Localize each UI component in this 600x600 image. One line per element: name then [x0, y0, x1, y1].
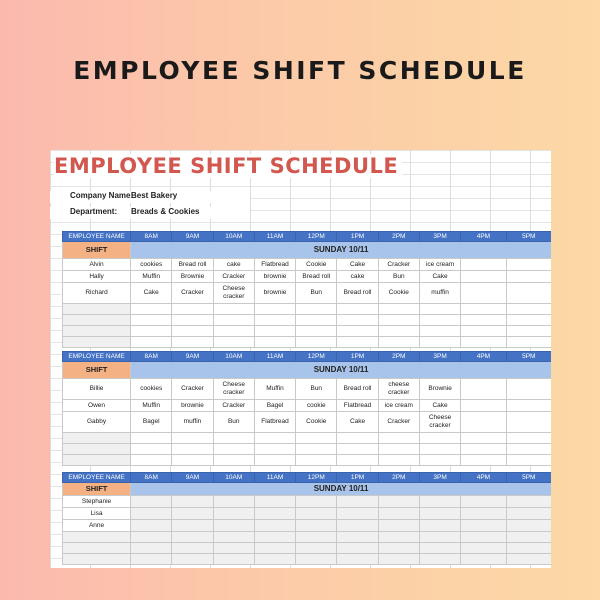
shift-cell[interactable] — [461, 271, 506, 283]
header-time: 3PM — [419, 352, 460, 362]
header-time: 3PM — [419, 473, 460, 483]
shift-row — [63, 242, 552, 259]
header-employee-name: EMPLOYEE NAME — [63, 232, 131, 242]
header-employee-name: EMPLOYEE NAME — [63, 473, 131, 483]
table-row[interactable] — [63, 508, 552, 520]
department-value[interactable]: Breads & Cookies — [131, 207, 200, 216]
header-time: 5PM — [506, 232, 551, 242]
employee-name-cell[interactable]: Lisa — [63, 508, 131, 520]
shift-cell[interactable] — [213, 520, 254, 532]
shift-cell[interactable]: Bread roll — [296, 271, 337, 283]
shift-cell[interactable] — [461, 283, 506, 304]
shift-cell[interactable]: cake — [213, 259, 254, 271]
header-time: 10AM — [213, 232, 254, 242]
shift-cell[interactable]: cookies — [131, 379, 172, 400]
shift-cell[interactable]: Muffin — [131, 271, 172, 283]
header-time: 8AM — [131, 232, 172, 242]
header-time: 12PM — [296, 352, 337, 362]
shift-cell[interactable] — [506, 283, 551, 304]
header-time: 2PM — [378, 232, 419, 242]
shift-cell[interactable]: Cookie — [296, 412, 337, 433]
shift-cell[interactable]: Cake — [131, 283, 172, 304]
header-time: 1PM — [337, 352, 378, 362]
schedule-block-2 — [62, 351, 551, 466]
shift-cell[interactable] — [419, 508, 460, 520]
shift-cell[interactable]: Cake — [419, 271, 460, 283]
employee-name-cell[interactable]: Anne — [63, 520, 131, 532]
shift-cell[interactable] — [506, 412, 551, 433]
shift-cell[interactable] — [461, 412, 506, 433]
shift-cell[interactable]: Cracker — [378, 412, 419, 433]
company-label: Company Name: — [70, 191, 134, 200]
employee-name-cell[interactable]: Owen — [63, 400, 131, 412]
shift-cell[interactable]: Flatbread — [337, 400, 378, 412]
day-label: SUNDAY 10/11 — [131, 362, 551, 379]
shift-cell[interactable]: Muffin — [131, 400, 172, 412]
empty-row[interactable] — [63, 337, 552, 348]
shift-cell[interactable] — [461, 379, 506, 400]
shift-cell[interactable] — [461, 400, 506, 412]
shift-cell[interactable] — [461, 259, 506, 271]
header-time: 9AM — [172, 473, 213, 483]
table-row[interactable] — [63, 412, 552, 433]
shift-cell[interactable]: ice cream — [378, 400, 419, 412]
shift-cell[interactable] — [213, 496, 254, 508]
shift-cell[interactable]: Muffin — [254, 379, 295, 400]
shift-cell[interactable] — [419, 520, 460, 532]
shift-row — [63, 362, 552, 379]
empty-row[interactable] — [63, 532, 552, 543]
shift-row — [63, 483, 552, 496]
table-row[interactable] — [63, 283, 552, 304]
shift-cell[interactable] — [461, 520, 506, 532]
empty-row[interactable] — [63, 315, 552, 326]
shift-cell[interactable] — [254, 496, 295, 508]
shift-cell[interactable]: Cake — [337, 412, 378, 433]
shift-cell[interactable]: Brownie — [172, 271, 213, 283]
shift-cell[interactable]: ice cream — [419, 259, 460, 271]
company-value[interactable]: Best Bakery — [131, 191, 178, 200]
shift-cell[interactable] — [506, 496, 551, 508]
table-row[interactable] — [63, 496, 552, 508]
shift-cell[interactable]: Bun — [296, 379, 337, 400]
header-time: 12PM — [296, 232, 337, 242]
table-row[interactable] — [63, 379, 552, 400]
header-time: 2PM — [378, 352, 419, 362]
shift-cell[interactable]: Bread roll — [337, 283, 378, 304]
shift-cell[interactable] — [296, 508, 337, 520]
shift-cell[interactable]: Cake — [337, 259, 378, 271]
header-time: 5PM — [506, 473, 551, 483]
header-row — [63, 232, 552, 242]
empty-row[interactable] — [63, 433, 552, 444]
header-time: 1PM — [337, 473, 378, 483]
shift-cell[interactable] — [131, 520, 172, 532]
shift-cell[interactable] — [337, 496, 378, 508]
shift-cell[interactable] — [131, 508, 172, 520]
employee-name-cell[interactable]: Gabby — [63, 412, 131, 433]
employee-name-cell[interactable]: Alvin — [63, 259, 131, 271]
header-time: 8AM — [131, 352, 172, 362]
shift-cell[interactable]: Bun — [296, 283, 337, 304]
sheet-title: EMPLOYEE SHIFT SCHEDULE — [54, 154, 402, 178]
shift-cell[interactable]: Bagel — [131, 412, 172, 433]
department-row — [50, 207, 250, 219]
shift-cell[interactable] — [419, 496, 460, 508]
header-time: 12PM — [296, 473, 337, 483]
shift-cell[interactable] — [172, 508, 213, 520]
shift-cell[interactable] — [254, 508, 295, 520]
header-time: 3PM — [419, 232, 460, 242]
table-row[interactable] — [63, 520, 552, 532]
header-time: 5PM — [506, 352, 551, 362]
shift-cell[interactable]: cake — [337, 271, 378, 283]
header-time: 1PM — [337, 232, 378, 242]
shift-cell[interactable]: Cake — [419, 400, 460, 412]
shift-cell[interactable] — [172, 520, 213, 532]
table-row[interactable] — [63, 271, 552, 283]
employee-name-cell[interactable]: Billie — [63, 379, 131, 400]
shift-cell[interactable]: brownie — [254, 283, 295, 304]
shift-label: SHIFT — [63, 242, 131, 259]
shift-cell[interactable]: Brownie — [419, 379, 460, 400]
shift-cell[interactable]: Flatbread — [254, 259, 295, 271]
shift-cell[interactable] — [378, 508, 419, 520]
shift-cell[interactable]: cookie — [296, 400, 337, 412]
header-time: 10AM — [213, 473, 254, 483]
header-time: 10AM — [213, 352, 254, 362]
shift-cell[interactable]: Cheese cracker — [419, 412, 460, 433]
shift-cell[interactable] — [378, 496, 419, 508]
shift-cell[interactable] — [461, 508, 506, 520]
shift-cell[interactable] — [506, 379, 551, 400]
shift-cell[interactable]: cookies — [131, 259, 172, 271]
header-time: 9AM — [172, 232, 213, 242]
shift-cell[interactable]: Cookie — [296, 259, 337, 271]
shift-cell[interactable] — [506, 400, 551, 412]
shift-cell[interactable]: Cheese cracker — [213, 283, 254, 304]
table-row[interactable] — [63, 259, 552, 271]
shift-cell[interactable] — [254, 520, 295, 532]
shift-cell[interactable] — [506, 259, 551, 271]
shift-cell[interactable]: brownie — [172, 400, 213, 412]
shift-cell[interactable]: Bread roll — [172, 259, 213, 271]
employee-name-cell[interactable]: Richard — [63, 283, 131, 304]
shift-cell[interactable]: Cracker — [172, 283, 213, 304]
employee-name-cell[interactable]: Stephanie — [63, 496, 131, 508]
schedule-block-1 — [62, 231, 551, 348]
spreadsheet[interactable] — [50, 150, 551, 568]
header-employee-name: EMPLOYEE NAME — [63, 352, 131, 362]
shift-cell[interactable]: Bagel — [254, 400, 295, 412]
empty-row[interactable] — [63, 543, 552, 554]
header-time: 11AM — [254, 473, 295, 483]
shift-cell[interactable]: Cracker — [378, 259, 419, 271]
schedule-block-3 — [62, 472, 551, 565]
header-time: 4PM — [461, 473, 506, 483]
shift-cell[interactable]: Bread roll — [337, 379, 378, 400]
empty-row[interactable] — [63, 455, 552, 466]
shift-cell[interactable]: muffin — [172, 412, 213, 433]
page-title: EMPLOYEE SHIFT SCHEDULE — [73, 56, 527, 85]
shift-cell[interactable]: Bun — [213, 412, 254, 433]
header-time: 2PM — [378, 473, 419, 483]
shift-cell[interactable]: brownie — [254, 271, 295, 283]
shift-cell[interactable]: Cookie — [378, 283, 419, 304]
company-row — [50, 191, 250, 203]
shift-cell[interactable]: Flatbread — [254, 412, 295, 433]
shift-cell[interactable] — [213, 508, 254, 520]
header-row — [63, 352, 552, 362]
table-row[interactable] — [63, 400, 552, 412]
shift-cell[interactable] — [506, 520, 551, 532]
shift-cell[interactable]: Bun — [378, 271, 419, 283]
shift-cell[interactable] — [506, 271, 551, 283]
header-time: 11AM — [254, 232, 295, 242]
shift-cell[interactable] — [131, 496, 172, 508]
shift-cell[interactable]: cheese cracker — [378, 379, 419, 400]
shift-cell[interactable]: Cracker — [172, 379, 213, 400]
header-time: 8AM — [131, 473, 172, 483]
shift-cell[interactable] — [296, 520, 337, 532]
header-time: 11AM — [254, 352, 295, 362]
shift-cell[interactable] — [172, 496, 213, 508]
empty-row[interactable] — [63, 304, 552, 315]
header-time: 4PM — [461, 352, 506, 362]
empty-row[interactable] — [63, 326, 552, 337]
shift-cell[interactable] — [296, 496, 337, 508]
day-label: SUNDAY 10/11 — [131, 483, 551, 496]
header-time: 4PM — [461, 232, 506, 242]
header-time: 9AM — [172, 352, 213, 362]
shift-cell[interactable] — [337, 508, 378, 520]
empty-row[interactable] — [63, 444, 552, 455]
shift-cell[interactable] — [461, 496, 506, 508]
shift-cell[interactable] — [378, 520, 419, 532]
shift-cell[interactable]: Cracker — [213, 271, 254, 283]
shift-cell[interactable]: Cheese cracker — [213, 379, 254, 400]
shift-cell[interactable]: Cracker — [213, 400, 254, 412]
day-label: SUNDAY 10/11 — [131, 242, 551, 259]
shift-cell[interactable] — [337, 520, 378, 532]
shift-label: SHIFT — [63, 362, 131, 379]
header-row — [63, 473, 552, 483]
shift-cell[interactable] — [506, 508, 551, 520]
empty-row[interactable] — [63, 554, 552, 565]
shift-label: SHIFT — [63, 483, 131, 496]
employee-name-cell[interactable]: Hally — [63, 271, 131, 283]
shift-cell[interactable]: muffin — [419, 283, 460, 304]
department-label: Department: — [70, 207, 118, 216]
